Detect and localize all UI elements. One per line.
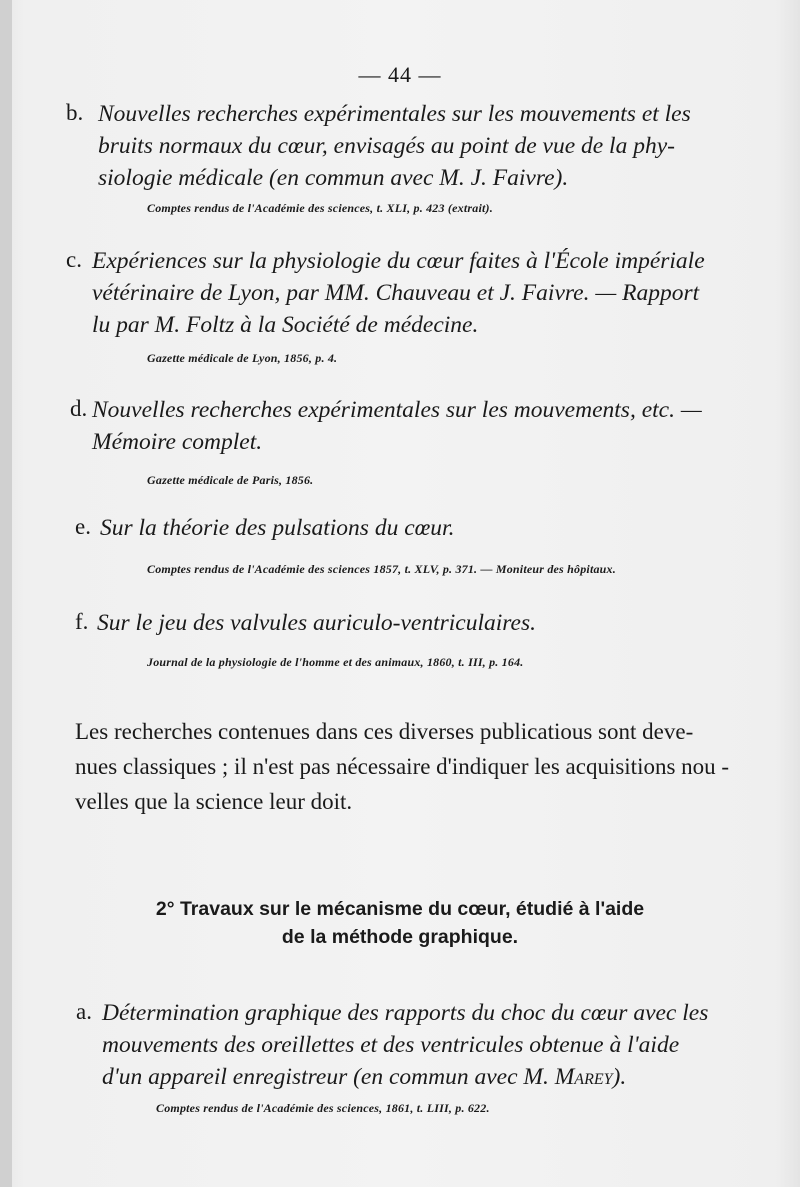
entry-letter: a. [76, 999, 92, 1024]
entry-source: Comptes rendus de l'Académie des sciences, t. XLI, p. 423 (extrait). [147, 201, 493, 215]
entry-title-name: Marey [554, 1064, 613, 1090]
entry-title: Sur le jeu des valvules auriculo-ventriculaires. [97, 610, 536, 636]
entry-source: Journal de la physiologie de l'homme et des animaux, 1860, t. III, p. 164. [147, 655, 524, 669]
entry-letter: e. [75, 514, 91, 539]
entry-source: Gazette médicale de Paris, 1856. [147, 473, 314, 487]
entry-title-main: Détermination graphique des rapports du choc du cœur avec les mouvements des oreillettes et des ventricules obtenue à l'aide d'un appareil enregistreur (en commun avec M. [102, 1000, 709, 1090]
entry-source: Gazette médicale de Lyon, 1856, p. 4. [147, 351, 338, 365]
body-paragraph: Les recherches contenues dans ces diverses publicatious sont deve- nues classiques ; il n'est pas nécessaire d'indiquer les acquisitions nou - velles que la science leur doit. [75, 719, 730, 814]
entry-letter: c. [66, 247, 82, 272]
entry-letter: f. [75, 609, 89, 634]
entry-title: Nouvelles recherches expérimentales sur les mouvements, etc. — Mémoire complet. [92, 397, 702, 455]
entry-source: Comptes rendus de l'Académie des sciences, 1861, t. LIII, p. 622. [156, 1101, 490, 1115]
entry-letter: d. [70, 396, 88, 421]
entry-title: Nouvelles recherches expérimentales sur les mouvements et les bruits normaux du cœur, envisagés au point de vue de la phy- siologie médicale (en commun avec M. J. Faivre). [98, 101, 691, 191]
entry-title: Expériences sur la physiologie du cœur faites à l'École impériale vétérinaire de Lyon, par MM. Chauveau et J. Faivre. — Rapport lu par M. Foltz à la Société de médecine. [92, 248, 705, 338]
entry-title [102, 997, 742, 1093]
entry-source: Comptes rendus de l'Académie des sciences 1857, t. XLV, p. 371. — Moniteur des hôpitaux. [147, 562, 616, 576]
page-edge-shadow [0, 0, 12, 1187]
entry-letter: b. [66, 100, 84, 125]
entry-title-end: ). [612, 1064, 627, 1090]
entry-title: Sur la théorie des pulsations du cœur. [100, 515, 455, 541]
section-heading: 2° Travaux sur le mécanisme du cœur, étudié à l'aide de la méthode graphique. [155, 898, 645, 948]
page-number: — 44 — [358, 62, 442, 87]
